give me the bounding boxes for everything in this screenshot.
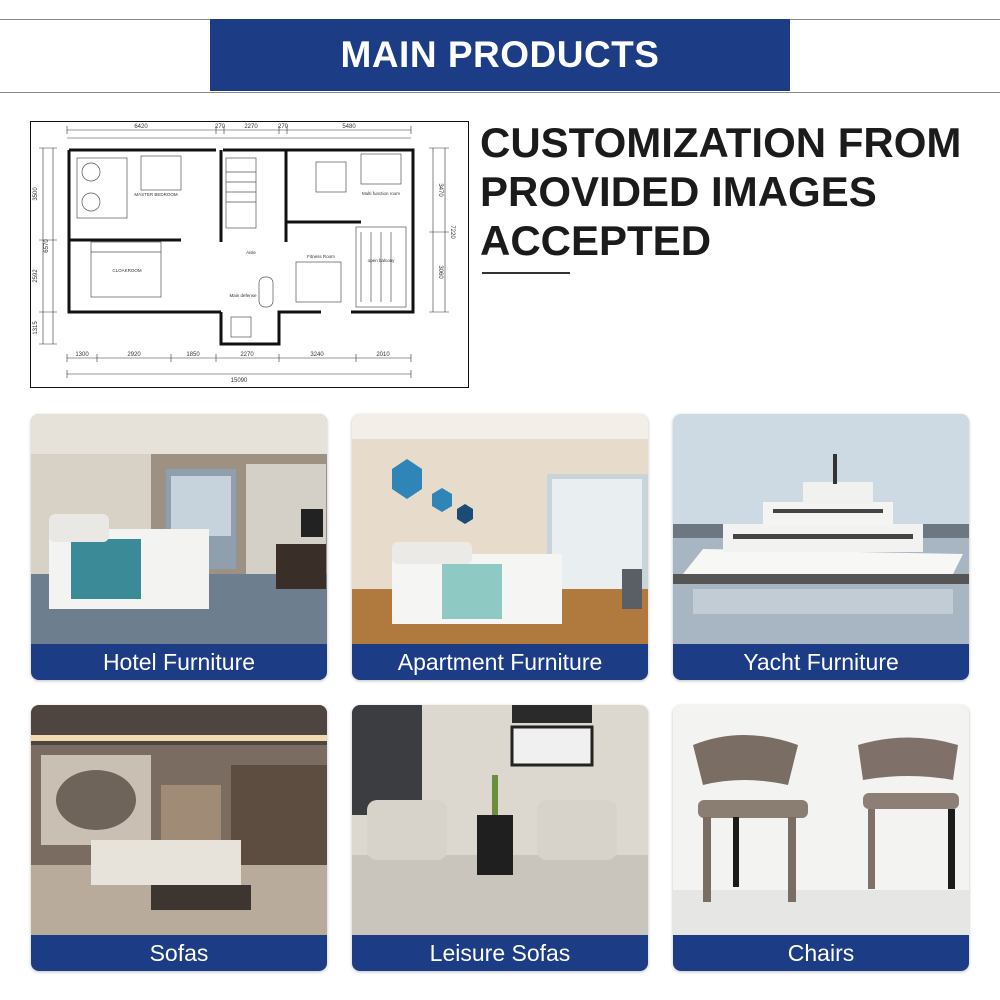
main-products-banner [210,19,790,91]
room-multi-function: Multi function room [361,191,401,196]
headline-line-3: ACCEPTED [480,217,712,264]
product-label: Hotel Furniture [31,644,327,680]
dim-bottom-2: 2920 [127,352,141,358]
dim-total: 15090 [230,378,248,384]
dim-top-4: 270 [277,124,289,130]
product-label: Sofas [31,935,327,971]
dining-chairs-photo [673,705,969,935]
room-fitness: Fitness Room [307,254,335,259]
dim-left-total: 6570 [44,239,50,253]
apartment-bedroom-photo [352,414,648,644]
dim-right-1: 3470 [437,183,443,197]
product-label: Leisure Sofas [352,935,648,971]
living-room-sofa-photo [31,705,327,935]
hotel-room-photo [31,414,327,644]
leisure-armchairs-photo [352,705,648,935]
dim-right-total: 7220 [449,225,455,239]
dim-left-1: 3500 [33,187,39,201]
product-card-apartment-furniture[interactable] [352,414,648,680]
product-label: Yacht Furniture [673,644,969,680]
dim-right-2: 3060 [437,265,443,279]
room-master-bedroom: MASTER BEDROOM [134,192,178,197]
dim-top-1: 6420 [134,124,148,130]
dim-bottom-1: 1300 [75,352,89,358]
dim-top-3: 2270 [244,124,258,130]
dim-bottom-4: 2270 [240,352,254,358]
room-open-balcony: open balcony [367,258,395,263]
room-cloakroom: CLOAKROOM [112,268,142,273]
headline-underline [482,272,570,274]
headline-line-1: CUSTOMIZATION FROM [480,119,962,166]
product-card-yacht-furniture[interactable] [673,414,969,680]
banner-title: MAIN PRODUCTS [340,34,660,75]
floor-plan-drawing [30,121,469,388]
yacht-photo [673,414,969,644]
dim-left-2: 2592 [33,269,39,283]
room-aisle: Aisle [246,250,256,255]
dim-left-3: 1315 [33,321,39,335]
product-label: Chairs [673,935,969,971]
customization-headline [480,118,980,265]
dim-bottom-6: 2010 [376,352,390,358]
dim-top-5: 5480 [342,124,356,130]
product-card-chairs[interactable] [673,705,969,971]
dim-bottom-3: 1850 [186,352,200,358]
product-card-hotel-furniture[interactable] [31,414,327,680]
headline-line-2: PROVIDED IMAGES [480,168,877,215]
dim-bottom-5: 3240 [310,352,324,358]
product-card-sofas[interactable] [31,705,327,971]
room-main-defense: Main defense [229,293,257,298]
product-label: Apartment Furniture [352,644,648,680]
dim-top-2: 270 [214,124,226,130]
product-card-leisure-sofas[interactable] [352,705,648,971]
